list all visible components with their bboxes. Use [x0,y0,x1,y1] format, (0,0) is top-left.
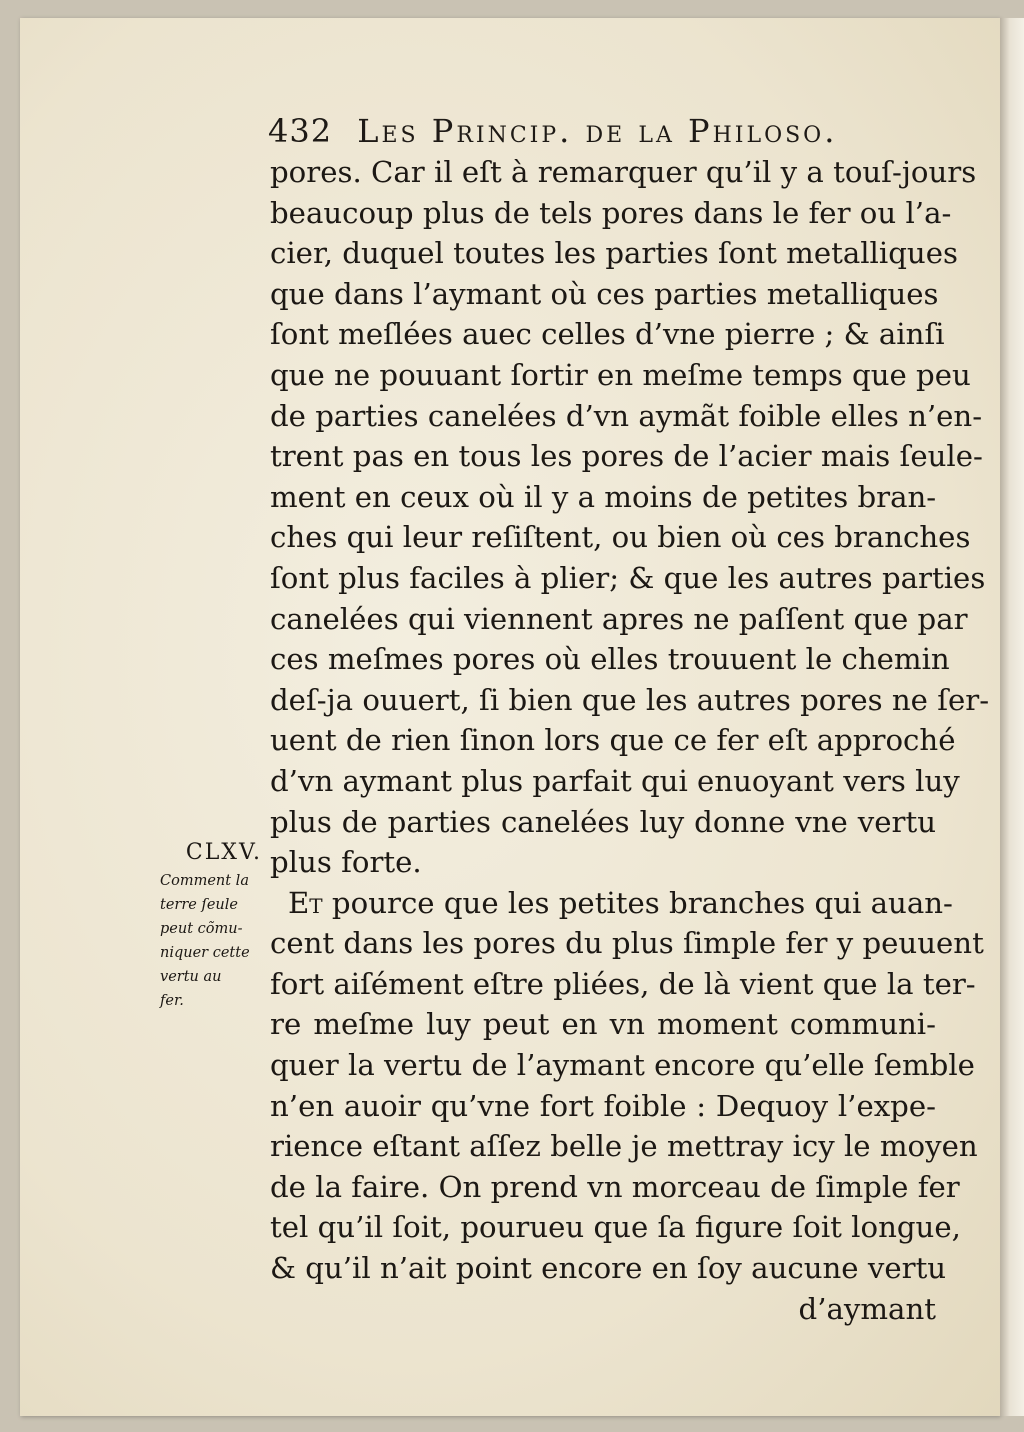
text-line: plus de parties canelées luy donne vne vertu [270,804,936,839]
marginal-gloss [160,869,266,1013]
running-title: Les Princip. de la Philoso. [357,112,838,150]
gloss-line: terre ſeule [160,897,238,913]
text-line: de parties canelées d’vn aymãt foible elles n’en- [270,398,983,433]
main-text [270,152,990,1329]
text-line: quer la vertu de l’aymant encore qu’elle ſemble [270,1048,975,1083]
text-line: ſont meſlées auec celles d’vne pierre ; & ainſi [270,317,945,352]
text-line: ches qui leur reſiſtent, ou bien où ces branches [270,520,971,555]
running-head [268,112,934,150]
text-line: pores. Car il eſt à remarquer qu’il y a touſ-jours [270,155,977,189]
marginal-note [160,840,266,1013]
text-line: cier, duquel toutes les parties ſont metalliques [270,236,958,271]
text-line: que dans l’aymant où ces parties metalliques [270,276,939,311]
text-line: n’en auoir qu’vne fort foible : Dequoy l’expe- [270,1088,936,1123]
text-line: canelées qui viennent apres ne paſſent que par [270,601,968,636]
text-line: rience eſtant aſſez belle je mettray icy le moyen [270,1129,978,1164]
text-line: beaucoup plus de tels pores dans le fer ou l’a- [270,195,952,230]
paragraph-opening-text: pource que les petites branches qui auan- [322,885,953,920]
text-line: tel qu’il ſoit, pourueu que ſa figure ſoit longue, [270,1210,961,1245]
text-line: trent pas en tous les pores de l’acier mais ſeule- [270,439,983,474]
text-line: & qu’il n’ait point encore en ſoy aucune vertu [270,1251,947,1286]
text-line: fort aiſément eſtre pliées, de là vient que la ter- [270,966,976,1001]
page-number: 432 [268,112,333,150]
page-binding-edge [1000,18,1024,1416]
text-line: ſont plus faciles à plier; & que les autres parties [270,560,986,595]
text-line: de la faire. On prend vn morceau de ſimple fer [270,1169,960,1204]
text-line: re meſme luy peut en vn moment communi- [270,1007,936,1042]
article-number: CLXV. [185,840,262,865]
text-line: d’vn aymant plus parfait qui enuoyant vers luy [270,763,960,798]
text-line: ces meſmes pores où elles trouuent le chemin [270,642,950,677]
gloss-line: peut cõmu- [160,921,243,937]
catchword: d’aymant [798,1291,936,1326]
paragraph-opening-line [270,883,953,924]
text-line: deſ-ja ouuert, ſi bien que les autres pores ne ſer- [270,682,990,717]
text-line: ment en ceux où il y a moins de petites bran- [270,479,937,514]
paragraph-initial: Et [288,885,323,920]
text-line: uent de rien ſinon lors que ce fer eſt approché [270,723,956,758]
text-line: plus forte. [270,845,422,880]
gloss-line: fer. [160,993,184,1009]
gloss-line: vertu au [160,969,222,985]
text-line: que ne pouuant ſortir en meſme temps que peu [270,357,971,392]
text-line: cent dans les pores du plus ſimple fer y peuuent [270,926,984,961]
gloss-line: niquer cette [160,945,250,961]
gloss-line: Comment la [160,873,249,889]
